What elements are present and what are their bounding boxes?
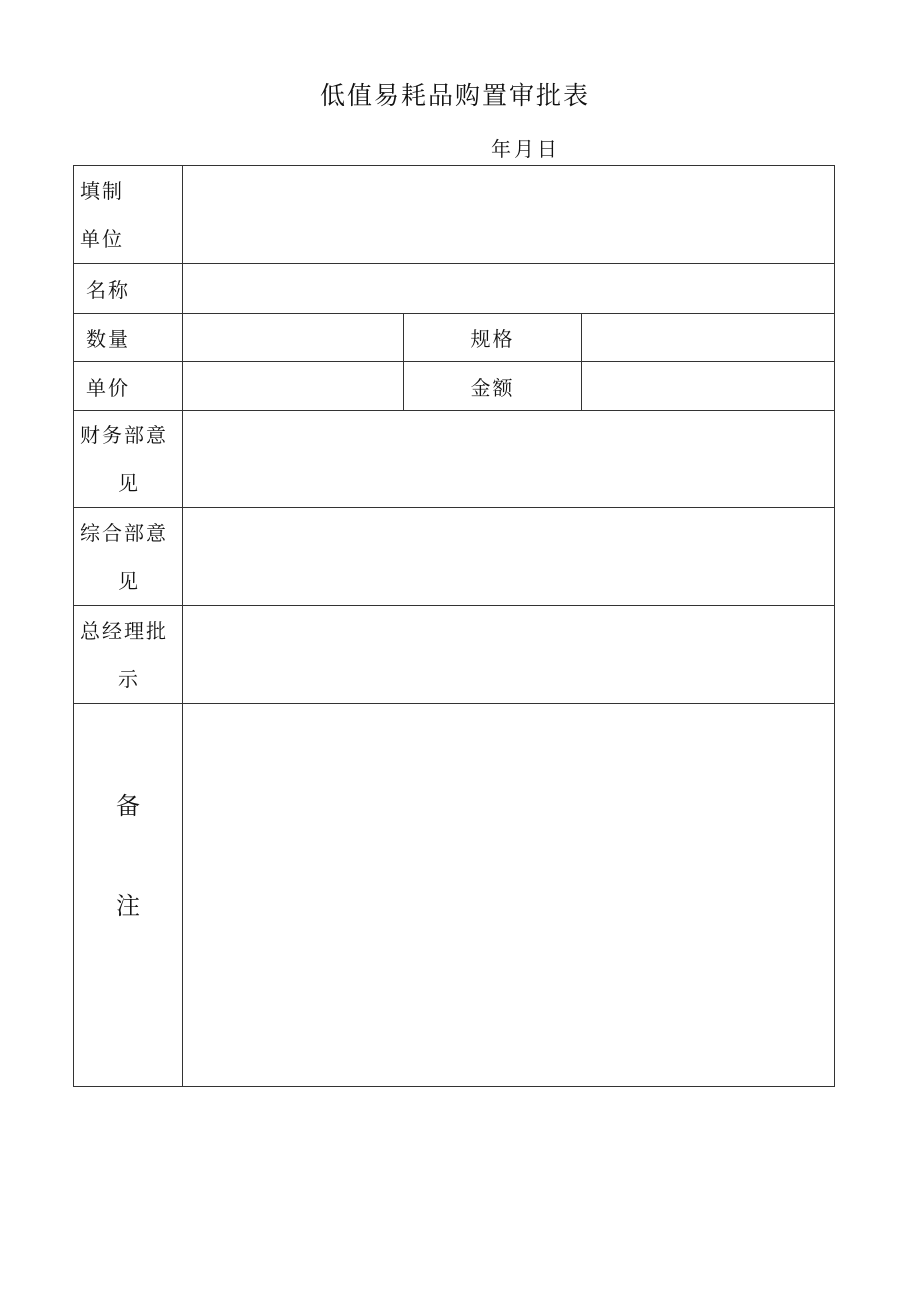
date-label: 年月日 — [491, 137, 560, 161]
gm-approval-label-line2: 示 — [118, 666, 140, 691]
row-gm-approval — [74, 606, 835, 704]
remarks-label-line2: 注 — [116, 892, 140, 920]
gm-approval-label — [74, 606, 183, 704]
general-opinion-label-line2: 见 — [118, 568, 140, 593]
remarks-label — [74, 704, 183, 1087]
finance-opinion-label-line2: 见 — [118, 471, 140, 495]
finance-opinion-label — [74, 411, 183, 508]
row-finance-opinion — [74, 411, 835, 508]
fill-unit-field[interactable] — [183, 166, 835, 264]
general-opinion-label — [74, 508, 183, 606]
row-price-amount — [74, 362, 835, 411]
name-label: 名称 — [74, 264, 183, 314]
form-title: 低值易耗品购置审批表 — [319, 81, 590, 110]
row-general-opinion — [74, 508, 835, 606]
row-remarks — [74, 704, 835, 1087]
gm-approval-field[interactable] — [183, 606, 835, 704]
approval-form-table — [73, 165, 835, 1087]
general-opinion-field[interactable] — [183, 508, 835, 606]
spec-label: 规格 — [404, 314, 582, 362]
row-name — [74, 264, 835, 314]
remarks-label-line1: 备 — [116, 792, 140, 820]
unit-price-label: 单价 — [74, 362, 183, 411]
general-opinion-label-line1: 综合部意 — [80, 520, 168, 545]
amount-label: 金额 — [404, 362, 582, 411]
finance-opinion-label-line1: 财务部意 — [80, 423, 168, 447]
fill-unit-label-line1: 填制 — [80, 178, 124, 203]
fill-unit-label — [74, 166, 183, 264]
name-field[interactable] — [183, 264, 835, 314]
fill-unit-label-line2: 单位 — [80, 226, 124, 251]
finance-opinion-field[interactable] — [183, 411, 835, 508]
unit-price-field[interactable] — [183, 362, 404, 411]
quantity-label: 数量 — [74, 314, 183, 362]
spec-field[interactable] — [582, 314, 835, 362]
row-fill-unit — [74, 166, 835, 264]
quantity-field[interactable] — [183, 314, 404, 362]
row-quantity-spec — [74, 314, 835, 362]
amount-field[interactable] — [582, 362, 835, 411]
remarks-field[interactable] — [183, 704, 835, 1087]
gm-approval-label-line1: 总经理批 — [80, 618, 168, 643]
